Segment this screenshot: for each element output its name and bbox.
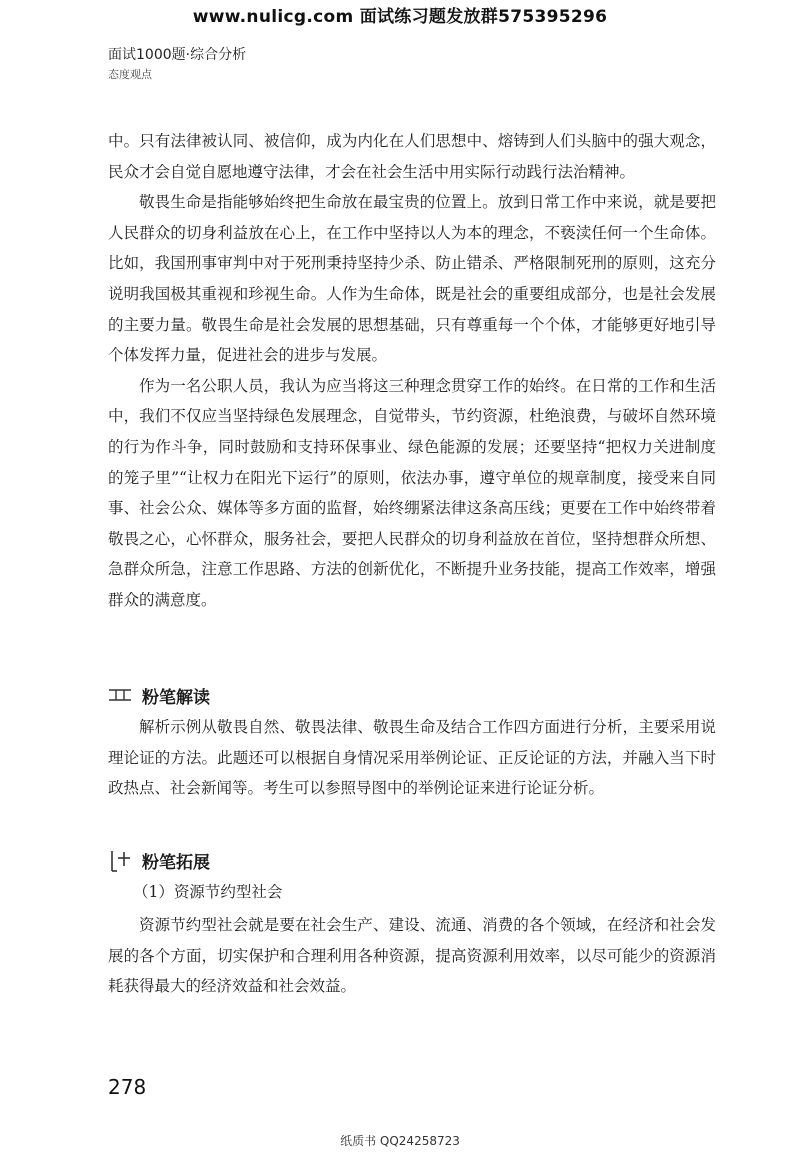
expand-icon: [108, 850, 132, 872]
footer-text: 纸质书 QQ24258723: [340, 1134, 460, 1148]
main-text: [108, 126, 716, 616]
page-number: 278: [108, 1075, 147, 1099]
section-label: 态度观点: [108, 68, 152, 81]
reading-icon: [108, 685, 132, 707]
analysis-text-block: [108, 712, 716, 804]
extension-title: 粉笔拓展: [142, 853, 210, 873]
watermark-banner: www.nulicg.com 面试练习题发放群575395296: [192, 7, 608, 27]
analysis-heading: [108, 683, 210, 708]
book-title: 面试1000题·综合分析: [108, 47, 247, 63]
extension-text-block: [108, 910, 716, 1002]
paragraph-work-application: 作为一名公职人员，我认为应当将这三种理念贯穿工作的始终。在日常的工作和生活中，我们不仅应当坚持绿色发展理念，自觉带头，节约资源，杜绝浪费，与破坏自然环境的行为作斗争，同时鼓励和支持环保事业、绿色能源的发展；还要坚持“把权力关进制度的笼子里”“让权力在阳光下运行”的原则，依法办事，遵守单位的规章制度，接受来自同事、社会公众、媒体等多方面的监督，始终绷紧法律这条高压线；更要在工作中始终带着敬畏之心，心怀群众，服务社会，要把人民群众的切身利益放在首位，坚持想群众所想、急群众所急，注意工作思路、方法的创新优化，不断提升业务技能，提高工作效率，增强群众的满意度。: [108, 376, 716, 609]
extension-text: 资源节约型社会就是要在社会生产、建设、流通、消费的各个领域，在经济和社会发展的各个方面，切实保护和合理利用各种资源，提高资源利用效率，以尽可能少的资源消耗获得最大的经济效益和社会效益。: [108, 916, 716, 996]
paragraph-continuation: 中。只有法律被认同、被信仰，成为内化在人们思想中、熔铸到人们头脑中的强大观念，民众才会自觉自愿地遵守法律，才会在社会生活中用实际行动践行法治精神。: [108, 132, 716, 181]
extension-subheading: （1）资源节约型社会: [133, 883, 283, 901]
analysis-text: 解析示例从敬畏自然、敬畏法律、敬畏生命及结合工作四方面进行分析，主要采用说理论证的方法。此题还可以根据自身情况采用举例论证、正反论证的方法，并融入当下时政热点、社会新闻等。考生可以参照导图中的举例论证来进行论证分析。: [108, 718, 716, 798]
extension-heading: [108, 848, 210, 873]
paragraph-revere-life: 敬畏生命是指能够始终把生命放在最宝贵的位置上。放到日常工作中来说，就是要把人民群众的切身利益放在心上，在工作中坚持以人为本的理念，不亵渎任何一个生命体。比如，我国刑事审判中对于死刑秉持坚持少杀、防止错杀、严格限制死刑的原则，这充分说明我国极其重视和珍视生命。人作为生命体，既是社会的重要组成部分，也是社会发展的主要力量。敬畏生命是社会发展的思想基础，只有尊重每一个个体，才能够更好地引导个体发挥力量，促进社会的进步与发展。: [108, 193, 716, 365]
analysis-title: 粉笔解读: [142, 688, 210, 708]
